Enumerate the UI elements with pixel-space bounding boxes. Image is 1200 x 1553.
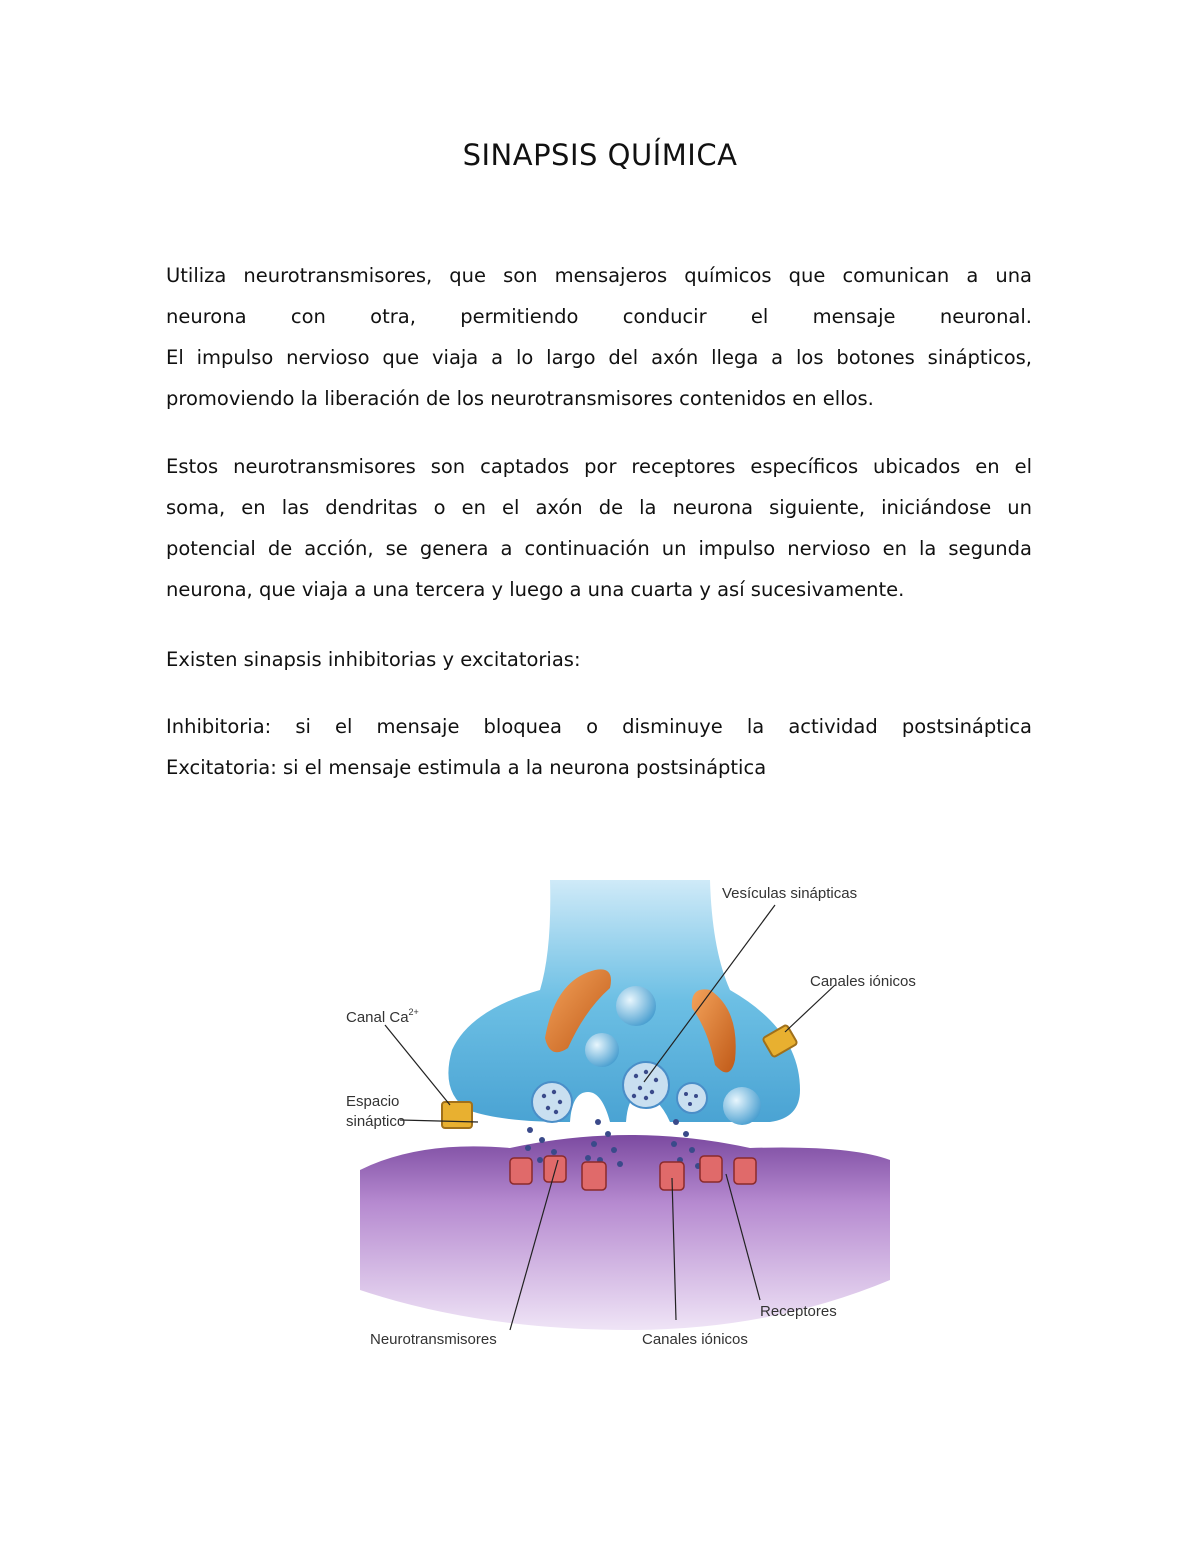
synaptic-vesicle [616, 986, 656, 1026]
synaptic-vesicle [532, 1082, 572, 1122]
synapse-figure [330, 860, 930, 1360]
label-receptores: Receptores [760, 1303, 837, 1320]
label-espacio-1: Espacio [346, 1093, 400, 1110]
page-title: SINAPSIS QUÍMICA [462, 138, 738, 172]
paragraph-1 [166, 255, 1032, 419]
synaptic-vesicle [677, 1083, 707, 1113]
synapse-diagram [330, 860, 930, 1360]
synaptic-vesicle [623, 1062, 669, 1108]
paragraph-line: promoviendo la liberación de los neurotransmisores contenidos en ellos. [166, 387, 874, 410]
paragraph-4 [166, 706, 1032, 788]
synaptic-vesicle [723, 1087, 761, 1125]
label-vesiculas: Vesículas sinápticas [722, 885, 858, 902]
label-canales-ionicos-bottom: Canales iónicos [642, 1331, 748, 1348]
paragraph-line: El impulso nervioso que viaja a lo largo del axón llega a los botones sinápticos, [166, 346, 1032, 369]
paragraph-line: Excitatoria: si el mensaje estimula a la neurona postsináptica [166, 756, 767, 779]
postsynaptic-neuron [360, 1135, 890, 1330]
paragraph-line: potencial de acción, se genera a continuación un impulso nervioso en la segunda [166, 537, 1032, 560]
label-neurotransmisores: Neurotransmisores [370, 1331, 497, 1348]
label-espacio-2: sináptico [346, 1113, 406, 1130]
label-canales-ionicos-top: Canales iónicos [810, 973, 916, 990]
paragraph-line: neurona con otra, permitiendo conducir el mensaje neuronal. [166, 305, 1032, 328]
paragraph-line: soma, en las dendritas o en el axón de la neurona siguiente, iniciándose un [166, 496, 1032, 519]
paragraph-line: neurona, que viaja a una tercera y luego a una cuarta y así sucesivamente. [166, 578, 905, 601]
synaptic-vesicle [585, 1033, 619, 1067]
paragraph-3 [166, 639, 1032, 680]
paragraph-line: Utiliza neurotransmisores, que son mensajeros químicos que comunican a una [166, 264, 1032, 287]
calcium-channel [442, 1102, 472, 1128]
paragraph-line: Estos neurotransmisores son captados por receptores específicos ubicados en el [166, 455, 1032, 478]
label-canal-ca-text: Canal Ca [346, 1009, 409, 1026]
label-canal-ca [346, 1007, 419, 1026]
paragraph-line: Existen sinapsis inhibitorias y excitatorias: [166, 648, 581, 671]
label-canal-ca-sup: 2+ [408, 1007, 419, 1017]
paragraph-2 [166, 446, 1032, 610]
paragraph-line: Inhibitoria: si el mensaje bloquea o disminuye la actividad postsináptica [166, 715, 1032, 738]
